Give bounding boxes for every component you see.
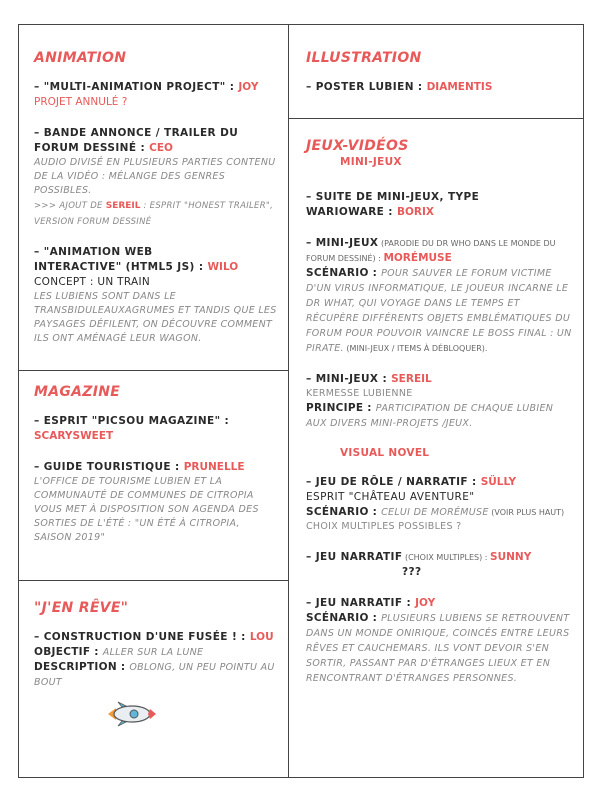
list-item: – CONSTRUCTION D'UNE FUSÉE ! : LOU OBJECTIF : ALLER SUR LA LUNE DESCRIPTION : OBLONG, UN PEU POINTU AU BOUT: [34, 631, 275, 688]
section-illustration: [306, 50, 576, 111]
list-item: – "ANIMATION WEB INTERACTIVE" (HTML5 JS) : WILO CONCEPT : UN TRAIN LES LUBIENS SONT DANS LE TRANSBIDULEAUXAGRUMES ET TANDIS QUE LES PAYSAGES DÉFILENT, ON DÉCOUVRE COMMENT ILS ONT AMÉNAGÉ LEUR WAGON.: [34, 245, 280, 346]
author-name: SCARYSWEET: [34, 430, 114, 442]
list-item: – ESPRIT "PICSOU MAGAZINE" : SCARYSWEET: [34, 414, 280, 444]
divider-illustration-jeux: [288, 118, 584, 119]
section-title: JEUX-VIDÉOS: [306, 138, 409, 154]
author-name: SUNNY: [490, 551, 532, 563]
author-name: JOY: [238, 81, 259, 93]
author-name: LOU: [249, 631, 274, 643]
note: PROJET ANNULÉ ?: [34, 96, 128, 108]
description: AUDIO DIVISÉ EN PLUSIEURS PARTIES CONTENU DE LA VIDÉO : MÉLANGE DES GENRES POSSIBLES.: [34, 157, 276, 196]
list-item: – JEU NARRATIF (CHOIX MULTIPLES) : SUNNY ???: [306, 551, 532, 578]
section-reve: [34, 600, 280, 706]
column-divider: [288, 24, 289, 778]
list-item: – JEU DE RÔLE / NARRATIF : SÜLLY ESPRIT "CHÂTEAU AVENTURE" SCÉNARIO : CELUI DE MORÉMUSE (VOIR PLUS HAUT) CHOIX MULTIPLES POSSIBLES ?: [306, 476, 565, 532]
author-name: JOY: [415, 597, 436, 609]
author-name: DIAMENTIS: [426, 81, 493, 93]
author-name: SEREIL: [391, 373, 432, 385]
divider-magazine-reve: [18, 580, 288, 581]
section-title: ILLUSTRATION: [306, 50, 422, 66]
section-title: "J'EN RÊVE": [34, 600, 129, 616]
section-jeux-videos: [306, 138, 574, 702]
section-magazine: [34, 384, 280, 561]
list-item: – MINI-JEUX : SEREIL KERMESSE LUBIENNE PRINCIPE : PARTICIPATION DE CHAQUE LUBIEN AUX DIVERS MINI-PROJETS /JEUX.: [306, 373, 554, 429]
rocket-icon: [104, 700, 160, 728]
list-item: – GUIDE TOURISTIQUE : PRUNELLE L'OFFICE DE TOURISME LUBIEN ET LA COMMUNAUTÉ DE COMMUNES DE CITROPIA VOUS MET À DISPOSITION SON AGENDA DES SORTIES DE L'ÉTÉ : "UN ÉTÉ À CITROPIA, SAISON 2019": [34, 460, 280, 545]
subsection-title: MINI-JEUX: [340, 156, 402, 168]
subsection-title: VISUAL NOVEL: [340, 447, 430, 459]
author-name: SEREIL: [105, 201, 141, 211]
list-item: – MINI-JEUX (PARODIE DU DR WHO DANS LE MONDE DU FORUM DESSINÉ) : MORÉMUSE SCÉNARIO : POUR SAUVER LE FORUM VICTIME D'UN VIRUS INFORMATIQUE, LE JOUEUR INCARNE LE DR WHAT, QUI VOYAGE DANS LE TEMPS ET RÉCUPÈRE DIFFÉRENTS OBJETS EMBLÉMATIQUES DU FORUM POUR POUVOIR VAINCRE LE BOSS FINAL : UN PIRATE. (MINI-JEUX / ITEMS À DÉBLOQUER).: [306, 237, 572, 354]
author-name: WILO: [207, 261, 239, 273]
author-name: SÜLLY: [480, 476, 517, 488]
list-item: – SUITE DE MINI-JEUX, TYPE WARIOWARE : BORIX: [306, 191, 480, 218]
author-name: PRUNELLE: [183, 461, 245, 473]
section-title: MAGAZINE: [34, 384, 121, 400]
list-item: – "MULTI-ANIMATION PROJECT" : JOY PROJET ANNULÉ ?: [34, 80, 280, 110]
description: L'OFFICE DE TOURISME LUBIEN ET LA COMMUNAUTÉ DE COMMUNES DE CITROPIA VOUS MET À DISPOSITION SON AGENDA DES SORTIES DE L'ÉTÉ : "UN ÉTÉ À CITROPIA, SAISON 2019": [34, 476, 259, 543]
list-item: – JEU NARRATIF : JOY SCÉNARIO : PLUSIEURS LUBIENS SE RETROUVENT DANS UN MONDE ONIRIQUE, COINCÉS ENTRE LEURS RÊVES ET CAUCHEMARS. ILS VONT DEVOIR S'EN SORTIR, PASSANT PAR D'ÉTRANGES LIEUX ET EN RENCONTRANT D'ÉTRANGES PERSONNES.: [306, 597, 570, 684]
section-animation: [34, 50, 280, 362]
author-name: CEO: [149, 142, 173, 154]
author-name: MORÉMUSE: [383, 252, 452, 264]
section-title: ANIMATION: [34, 50, 127, 66]
description: LES LUBIENS SONT DANS LE TRANSBIDULEAUXAGRUMES ET TANDIS QUE LES PAYSAGES DÉFILENT, ON DÉCOUVRE COMMENT ILS ONT AMÉNAGÉ LEUR WAGON.: [34, 291, 277, 344]
author-name: BORIX: [396, 206, 434, 218]
divider-animation-magazine: [18, 370, 288, 371]
list-item: – POSTER LUBIEN : DIAMENTIS: [306, 81, 493, 93]
list-item: – BANDE ANNONCE / TRAILER DU FORUM DESSINÉ : CEO AUDIO DIVISÉ EN PLUSIEURS PARTIES CONTENU DE LA VIDÉO : MÉLANGE DES GENRES POSSIBLES. >>> AJOUT DE SEREIL : ESPRIT "HONEST TRAILER", VERSION FORUM DESSINÉ: [34, 126, 280, 229]
